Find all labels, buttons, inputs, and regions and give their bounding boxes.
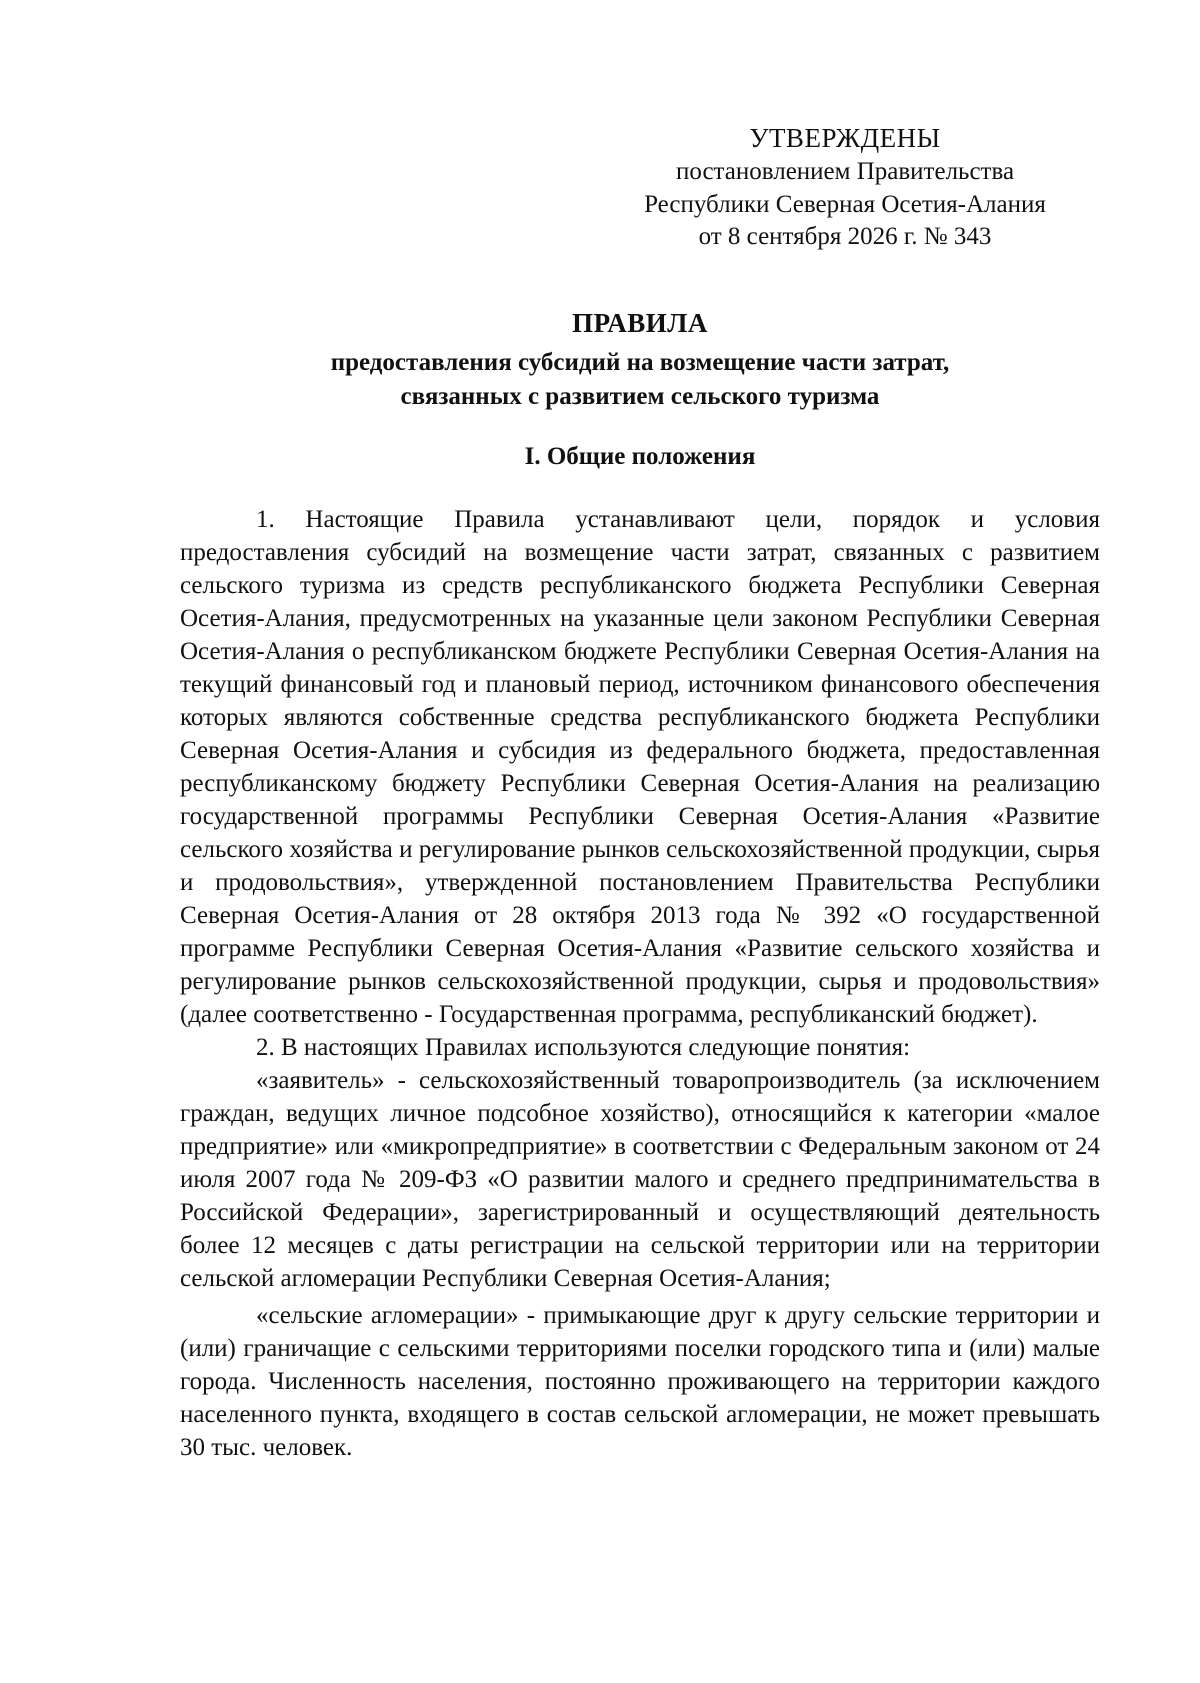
approval-line-3: от 8 сентября 2026 г. № 343	[698, 223, 992, 250]
paragraph-2: 2. В настоящих Правилах используются следующие понятия:	[256, 1034, 911, 1061]
paragraph-definition-applicant: «заявитель» - сельскохозяйственный товаропроизводитель (за исключением граждан, ведущих личное подсобное хозяйство), относящийся к категории «малое предприятие» или «микропредприятие» в соответствии с Федеральным законом от 24 июля 2007 года № 209-ФЗ «О развитии малого и среднего предпринимательства в Российской Федерации», зарегистрированный и осуществляющий деятельность более 12 месяцев с даты регистрации на сельской территории или на территории сельской агломерации Республики Северная Осетия-Алания;	[180, 1067, 1100, 1292]
paragraph-definition-agglomeration: «сельские агломерации» - примыкающие друг к другу сельские территории и (или) граничащие с сельскими территориями поселки городского типа и (или) малые города. Численность населения, постоянно проживающего на территории каждого населенного пункта, входящего в состав сельской агломерации, не может превышать 30 тыс. человек.	[180, 1302, 1100, 1461]
document-body	[180, 503, 1100, 1464]
approval-title: УТВЕРЖДЕНЫ	[749, 123, 941, 153]
section-title: I. Общие положения	[524, 443, 756, 470]
document-subtitle-line-1: предоставления субсидий на возмещение части затрат,	[330, 349, 950, 376]
document-title: ПРАВИЛА	[572, 308, 708, 338]
approval-stamp	[610, 120, 1080, 254]
document-subtitle-line-2: связанных с развитием сельского туризма	[400, 383, 880, 410]
approval-line-2: Республики Северная Осетия-Алания	[644, 190, 1046, 218]
paragraph-1: 1. Настоящие Правила устанавливают цели, порядок и условия предоставления субсидий на возмещение части затрат, связанных с развитием сельского туризма из средств республиканского бюджета Республики Северная Осетия-Алания, предусмотренных на указанные цели законом Республики Северная Осетия-Алания о республиканском бюджете Республики Северная Осетия-Алания на текущий финансовый год и плановый период, источником финансового обеспечения которых являются собственные средства республиканского бюджета Республики Северная Осетия-Алания и субсидия из федерального бюджета, предоставленная республиканскому бюджету Республики Северная Осетия-Алания на реализацию государственной программы Республики Северная Осетия-Алания «Развитие сельского хозяйства и регулирование рынков сельскохозяйственной продукции, сырья и продовольствия», утвержденной постановлением Правительства Республики Северная Осетия-Алания от 28 октября 2013 года № 392 «О государственной программе Республики Северная Осетия-Алания «Развитие сельского хозяйства и регулирование рынков сельскохозяйственной продукции, сырья и продовольствия» (далее соответственно - Государственная программа, республиканский бюджет).	[180, 506, 1100, 1028]
approval-line-1: постановлением Правительства	[675, 158, 1015, 185]
